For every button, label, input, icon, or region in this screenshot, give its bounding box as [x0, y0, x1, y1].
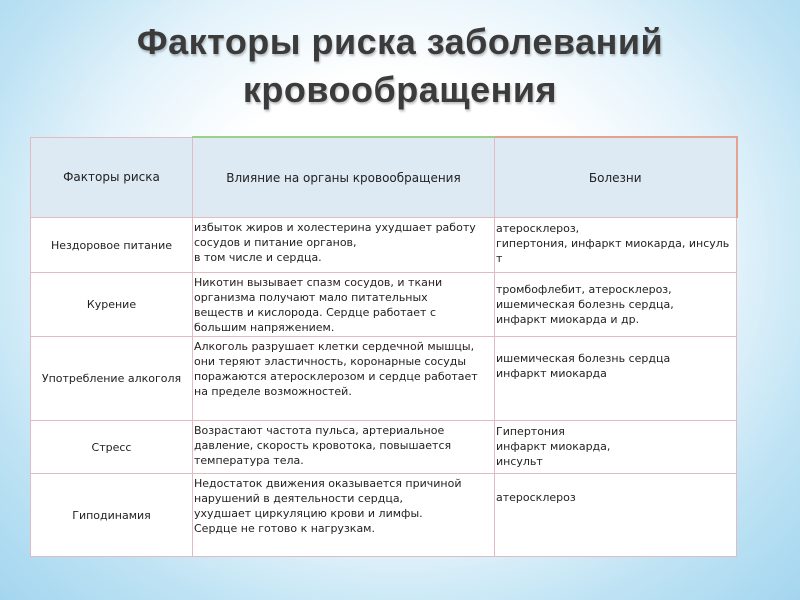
effect-line: в том числе и сердца.: [194, 251, 322, 264]
disease-line: инсульт: [496, 455, 543, 468]
disease-cell: [495, 337, 737, 421]
disease-cell: [495, 474, 737, 557]
header-organ-impact: Влияние на органы кровообращения: [193, 137, 495, 218]
disease-line: т: [496, 252, 503, 265]
effect-cell: [193, 218, 495, 273]
table-header-row: [31, 137, 737, 218]
effect-line: давление, скорость кровотока, повышается: [194, 439, 452, 452]
effect-line: сосудов и питание органов,: [194, 236, 357, 249]
disease-line: атеросклероз,: [496, 222, 580, 235]
factor-cell: Курение: [31, 273, 193, 337]
header-diseases: Болезни: [495, 137, 737, 218]
disease-cell: [495, 218, 737, 273]
effect-cell: [193, 474, 495, 557]
disease-line: гипертония, инфаркт миокарда, инсуль: [496, 237, 730, 250]
effect-line: Возрастают частота пульса, артериальное: [194, 424, 445, 437]
effect-line: большим напряжением.: [194, 321, 335, 334]
risk-factors-table: [30, 136, 738, 557]
table-row: [31, 218, 737, 273]
effect-line: нарушений в деятельности сердца,: [194, 492, 404, 505]
factor-cell: Стресс: [31, 421, 193, 474]
disease-cell: [495, 421, 737, 474]
effect-line: они теряют эластичность, коронарные сосуды: [194, 355, 467, 368]
disease-line: тромбофлебит, атеросклероз,: [496, 283, 672, 296]
disease-line: Гипертония: [496, 425, 565, 438]
disease-line: инфаркт миокарда,: [496, 440, 611, 453]
effect-line: избыток жиров и холестерина ухудшает работу: [194, 221, 476, 234]
effect-cell: [193, 337, 495, 421]
effect-line: веществ и кислорода. Сердце работает с: [194, 306, 437, 319]
effect-cell: [193, 421, 495, 474]
disease-line: ишемическая болезнь сердца: [496, 352, 671, 365]
effect-line: Недостаток движения оказывается причиной: [194, 477, 462, 490]
effect-line: на пределе возможностей.: [194, 385, 352, 398]
table-row: [31, 421, 737, 474]
effect-line: температура тела.: [194, 454, 304, 467]
disease-line: инфаркт миокарда: [496, 367, 607, 380]
table-row: [31, 474, 737, 557]
effect-line: поражаются атеросклерозом и сердце работает: [194, 370, 478, 383]
effect-line: Алкоголь разрушает клетки сердечной мышцы,: [194, 340, 475, 353]
factor-cell: Гиподинамия: [31, 474, 193, 557]
factor-cell: Нездоровое питание: [31, 218, 193, 273]
disease-cell: [495, 273, 737, 337]
effect-line: Сердце не готово к нагрузкам.: [194, 522, 375, 535]
table-row: [31, 273, 737, 337]
slide-title-line-2: кровообращения: [242, 69, 558, 110]
disease-line: атеросклероз: [496, 491, 576, 504]
slide-title-line-1: Факторы риска заболеваний: [136, 21, 664, 62]
disease-line: инфаркт миокарда и др.: [496, 313, 640, 326]
factor-cell: Употребление алкоголя: [31, 337, 193, 421]
disease-line: ишемическая болезнь сердца,: [496, 298, 674, 311]
table-row: [31, 337, 737, 421]
slide-title: [0, 18, 800, 114]
effect-line: Никотин вызывает спазм сосудов, и ткани: [194, 276, 443, 289]
effect-line: организма получают мало питательных: [194, 291, 428, 304]
header-risk-factors: Факторы риска: [31, 137, 193, 218]
effect-cell: [193, 273, 495, 337]
effect-line: ухудшает циркуляцию крови и лимфы.: [194, 507, 423, 520]
